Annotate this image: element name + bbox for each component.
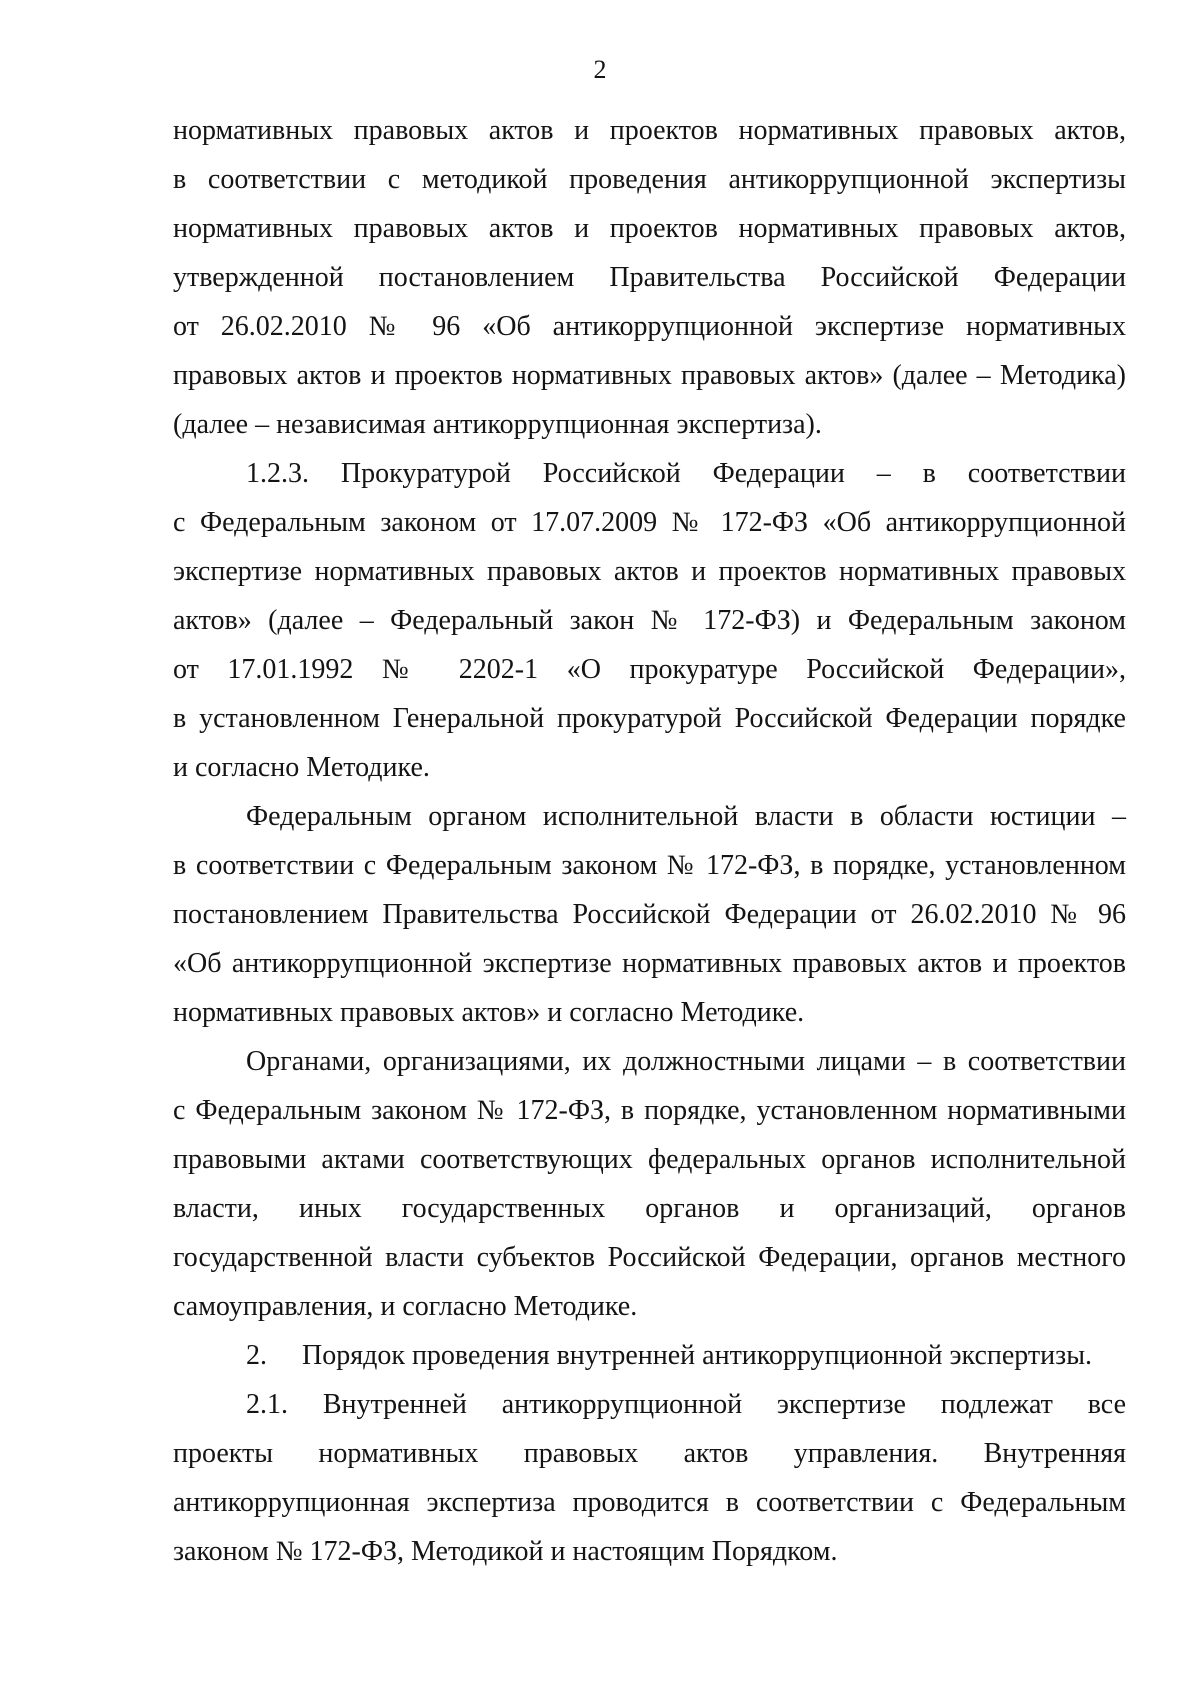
text-line: правовыми актами соответствующих федеральных органов исполнительной <box>173 1144 1126 1175</box>
text-line: Органами, организациями, их должностными лицами – в соответствии <box>246 1046 1126 1077</box>
paragraph-2-1 <box>173 1380 1126 1576</box>
text-line: правовых актов и проектов нормативных правовых актов» (далее – Методика) <box>173 360 1126 391</box>
text-line: Федеральным органом исполнительной власти в области юстиции – <box>246 801 1126 832</box>
page-number: 2 <box>593 55 607 84</box>
text-line: антикоррупционная экспертиза проводится в соответствии с Федеральным <box>173 1487 1126 1518</box>
paragraph-methodology <box>173 106 1126 449</box>
text-line: утвержденной постановлением Правительства Российской Федерации <box>173 262 1126 293</box>
text-line: проекты нормативных правовых актов управления. Внутренняя <box>173 1438 1126 1469</box>
text-line: с Федеральным законом № 172-ФЗ, в порядке, установленном нормативными <box>173 1095 1126 1126</box>
text-line: 2.1. Внутренней антикоррупционной экспертизе подлежат все <box>246 1389 1126 1420</box>
text-line: в соответствии с методикой проведения антикоррупционной экспертизы <box>173 164 1126 195</box>
text-line: «Об антикоррупционной экспертизе нормативных правовых актов и проектов <box>173 948 1126 979</box>
text-line: и согласно Методике. <box>173 752 430 783</box>
text-line: в соответствии с Федеральным законом № 172-ФЗ, в порядке, установленном <box>173 850 1126 881</box>
text-line: 2. Порядок проведения внутренней антикоррупционной экспертизы. <box>246 1340 1093 1371</box>
text-line: нормативных правовых актов» и согласно Методике. <box>173 997 805 1028</box>
text-line: актов» (далее – Федеральный закон № 172-ФЗ) и Федеральным законом <box>173 605 1126 636</box>
text-line: от 26.02.2010 № 96 «Об антикоррупционной экспертизе нормативных <box>173 311 1126 342</box>
document-body <box>173 106 1126 1576</box>
text-line: экспертизе нормативных правовых актов и проектов нормативных правовых <box>173 556 1126 587</box>
text-line: власти, иных государственных органов и организаций, органов <box>173 1193 1126 1224</box>
text-line: от 17.01.1992 № 2202-1 «О прокуратуре Российской Федерации», <box>173 654 1126 685</box>
text-line: государственной власти субъектов Российской Федерации, органов местного <box>173 1242 1126 1273</box>
text-line: самоуправления, и согласно Методике. <box>173 1291 638 1322</box>
text-line: (далее – независимая антикоррупционная экспертиза). <box>173 409 822 440</box>
section-heading-2 <box>173 1331 1126 1380</box>
text-line: законом № 172-ФЗ, Методикой и настоящим Порядком. <box>173 1536 838 1567</box>
paragraph-justice-body <box>173 792 1126 1037</box>
text-line: с Федеральным законом от 17.07.2009 № 172-ФЗ «Об антикоррупционной <box>173 507 1126 538</box>
text-line: в установленном Генеральной прокуратурой Российской Федерации порядке <box>173 703 1126 734</box>
text-line: 1.2.3. Прокуратурой Российской Федерации – в соответствии <box>246 458 1126 489</box>
paragraph-1-2-3 <box>173 449 1126 792</box>
text-line: нормативных правовых актов и проектов нормативных правовых актов, <box>173 213 1126 244</box>
text-line: постановлением Правительства Российской Федерации от 26.02.2010 № 96 <box>173 899 1126 930</box>
paragraph-organizations <box>173 1037 1126 1331</box>
text-line: нормативных правовых актов и проектов нормативных правовых актов, <box>173 115 1126 146</box>
